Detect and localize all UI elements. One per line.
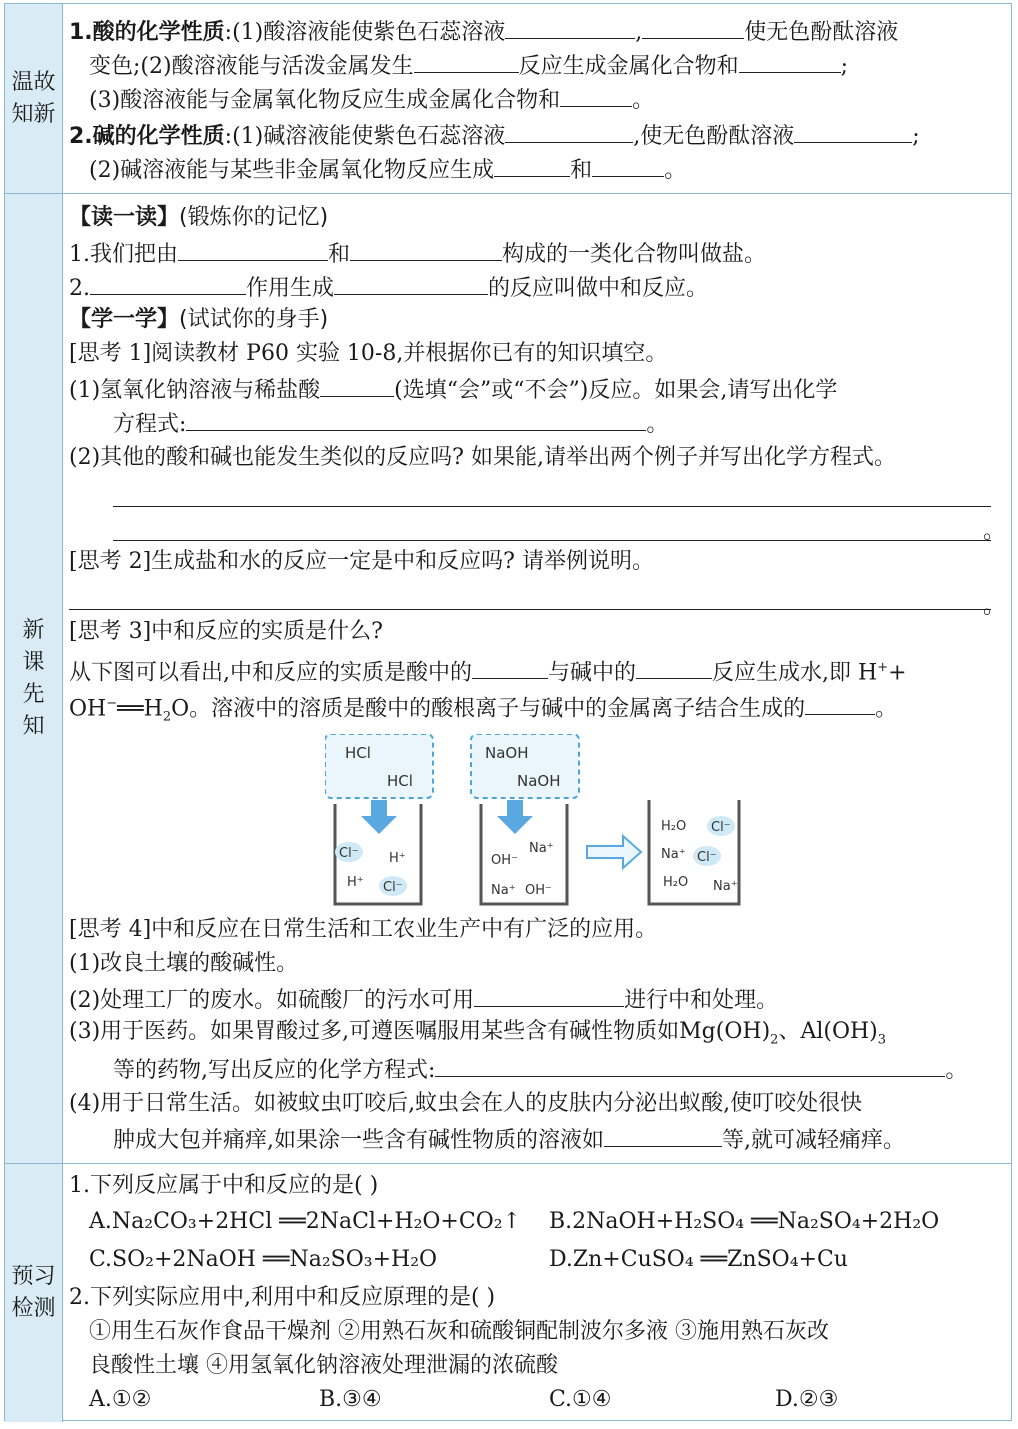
preview-section: 新 课 先 知 【读一读】(锻炼你的记忆) 1.我们把由 和 构成的一类化合物叫做盐。 2. 作用生成 的反应叫做中和反应。 【学一学】(试试你的身手) [思考 1]阅读教材 P60 实验 10-8,并根据你已有的知识填空。 (1)氢氧化钠溶液与稀盐酸 (选填“会”或“不会”)反应。如果会,请写出化学 方程式: 。 (2)其他的酸和碱也能发生类似的反应吗? 如果能,请举出两个例子并写出化学方程式。 。 [思考 2]生成盐和水的反应一定是中和反应吗? 请举例说明。 。 [思考 3]中和反应的实质是什么? 从下图可以看出,中和反应的实质是酸中的 与碱中的 反应生成水,即 H++ $OH^-══H_2O$。溶液中的溶质是酸中的酸根离子与碱中的金属离子结合生成的 。 HCl HCl Cl⁻ H⁺ H⁺ Cl⁻ NaOH NaOH Na⁺ OH⁻ Na⁺ OH⁻ H₂O Cl⁻ Na⁺ Cl⁻ H₂O Na⁺ [思考 4]中和反应在日常生活和工农业生产中有广泛的应用。 (1)改良土壤的酸碱性。 (2)处理工厂的废水。如硫酸厂的污水可用 进行中和处理。 (3)用于医药。如果胃酸过多,可遵医嘱服用某些含有碱性物质如$Mg(OH)_2$、$Al(OH)_3$ 等的药物,写出反应的化学方程式: 。 (4)用于日常生活。如被蚊虫叮咬后,蚊虫会在人的皮肤内分泌出蚁酸,使叮咬处很快 肿成大包并痛痒,如果涂一些含有碱性物质的溶液如 等,就可减轻痛痒。 [5,194,1011,1164]
blank[interactable] [505,118,633,143]
beaker-result [649,800,739,904]
blank[interactable] [90,270,246,295]
ion-label: OH⁻ [491,853,518,868]
ion-label: OH⁻ [525,883,552,898]
learn-heading: 【学一学】(试试你的身手) [69,307,329,332]
think-4-2: (2)处理工厂的废水。如硫酸厂的污水可用 进行中和处理。 [69,982,1005,1017]
blank[interactable] [805,690,875,715]
ion-label: H₂O [663,875,689,890]
naoh-label: NaOH [485,744,529,762]
check-label: 预习 检测 [5,1164,63,1422]
option-c[interactable]: C.SO₂+2NaOH ══Na₂SO₃+H₂O [89,1247,438,1272]
beaker-base [471,734,579,904]
check-q1-options-cd [69,1244,1005,1276]
ion-label: H⁺ [347,875,364,890]
think-4: [思考 4]中和反应在日常生活和工农业生产中有广泛的应用。 [69,917,658,942]
review-section [5,4,1011,194]
review-q1-line3: (3)酸溶液能与金属氧化物反应生成金属化合物和 。 [69,82,1005,117]
ion-label: Na⁺ [491,883,516,898]
blank[interactable] [505,14,635,39]
naoh-label: NaOH [517,772,561,790]
down-arrow-icon [361,800,397,834]
think-1-q1: (1)氢氧化钠溶液与稀盐酸 (选填“会”或“不会”)反应。如果会,请写出化学 [69,372,1005,407]
think-1: [思考 1]阅读教材 P60 实验 10-8,并根据你已有的知识填空。 [69,341,668,366]
blank[interactable] [604,1122,722,1147]
beaker-acid [325,734,433,904]
think-4-4: (4)用于日常生活。如被蚊虫叮咬后,蚊虫会在人的皮肤内分泌出蚁酸,使叮咬处很快 [69,1091,863,1116]
down-arrow-icon [497,800,533,834]
worksheet [4,3,1012,1421]
option-a[interactable]: A.Na₂CO₃+2HCl ══2NaCl+H₂O+CO₂↑ [89,1209,521,1234]
think-4-1: (1)改良土壤的酸碱性。 [69,951,299,976]
think-2: [思考 2]生成盐和水的反应一定是中和反应吗? 请举例说明。 [69,549,654,574]
blank[interactable] [186,406,646,431]
ion-label: Na⁺ [713,879,738,894]
hcl-label: HCl [345,744,371,762]
hcl-label: HCl [387,772,413,790]
blank[interactable] [494,152,570,177]
review-label: 温故 知新 [5,4,63,193]
blank[interactable] [560,82,632,107]
think-4-3-equation: 等的药物,写出反应的化学方程式: 。 [69,1052,1005,1087]
think-4-4-line2: 肿成大包并痛痒,如果涂一些含有碱性物质的溶液如 等,就可减轻痛痒。 [69,1122,1005,1157]
review-q2-line1: 2.碱的化学性质:(1)碱溶液能使紫色石蕊溶液 ,使无色酚酞溶液 ; [69,118,1005,153]
blank[interactable] [636,654,712,679]
blank[interactable] [642,14,744,39]
option-d[interactable]: D.Zn+CuSO₄ ══ZnSO₄+Cu [549,1247,848,1272]
option-a[interactable]: A.①② [89,1387,152,1412]
ion-label: Cl⁻ [697,850,717,865]
option-d[interactable]: D.②③ [775,1387,839,1412]
answer-line[interactable] [69,609,991,610]
think-3-line1: 从下图可以看出,中和反应的实质是酸中的 与碱中的 反应生成水,即 H++ [69,652,1005,689]
answer-line[interactable] [113,540,991,541]
blank[interactable] [739,48,841,73]
think-3: [思考 3]中和反应的实质是什么? [69,619,383,644]
blank[interactable] [320,372,394,397]
ion-label: Cl⁻ [383,880,403,895]
blank[interactable] [794,118,912,143]
ion-label: Na⁺ [529,841,554,856]
check-q2-options [69,1384,1005,1416]
blank[interactable] [178,236,328,261]
ion-label: H⁺ [389,851,406,866]
review-q2-line2: (2)碱溶液能与某些非金属氧化物反应生成 和 。 [69,152,1005,187]
check-q1: 1.下列反应属于中和反应的是( ) [69,1173,379,1198]
option-b[interactable]: B.③④ [319,1387,382,1412]
check-q2: 2.下列实际应用中,利用中和反应原理的是( ) [69,1285,496,1310]
check-q1-options-ab [69,1206,1005,1238]
think-1-q2: (2)其他的酸和碱也能发生类似的反应吗? 如果能,请举出两个例子并写出化学方程式。 [69,445,896,470]
neutralization-diagram [325,734,745,914]
answer-line[interactable] [113,506,991,507]
preview-label: 新 课 先 知 [5,194,63,1163]
check-section [5,1164,1011,1422]
ion-label: H₂O [661,819,687,834]
review-q1-line2: 变色;(2)酸溶液能与活泼金属发生 反应生成金属化合物和 ; [69,48,1005,83]
ion-label: Cl⁻ [711,820,731,835]
blank[interactable] [474,982,624,1007]
ion-label: Na⁺ [661,847,686,862]
think-4-3: (3)用于医药。如果胃酸过多,可遵医嘱服用某些含有碱性物质如$Mg(OH)_2$、$Al(OH)_3$ [69,1019,887,1048]
read-item-2: 2. 作用生成 的反应叫做中和反应。 [69,270,1005,305]
ion-label: Cl⁻ [339,846,359,861]
option-b[interactable]: B.2NaOH+H₂SO₄ ══Na₂SO₄+2H₂O [549,1209,940,1234]
blank[interactable] [592,152,664,177]
blank[interactable] [334,270,488,295]
blank[interactable] [350,236,502,261]
read-heading: 【读一读】(锻炼你的记忆) [69,205,329,230]
right-arrow-icon [587,836,641,868]
option-c[interactable]: C.①④ [549,1387,612,1412]
blank[interactable] [472,654,548,679]
blank[interactable] [414,48,519,73]
think-3-line2: $OH^-══H_2O$。溶液中的溶质是酸中的酸根离子与碱中的金属离子结合生成的 。 [69,688,1005,734]
blank[interactable] [435,1052,945,1077]
read-item-1: 1.我们把由 和 构成的一类化合物叫做盐。 [69,236,1005,271]
check-q2-line2: 良酸性土壤 ④用氢氧化钠溶液处理泄漏的浓硫酸 [89,1353,558,1378]
review-q1-line1: 1.酸的化学性质:(1)酸溶液能使紫色石蕊溶液 , 使无色酚酞溶液 [69,14,1005,49]
check-q2-line1: ①用生石灰作食品干燥剂 ②用熟石灰和硫酸铜配制波尔多液 ③施用熟石灰改 [89,1319,829,1344]
think-1-q1-equation: 方程式: 。 [69,406,1005,441]
